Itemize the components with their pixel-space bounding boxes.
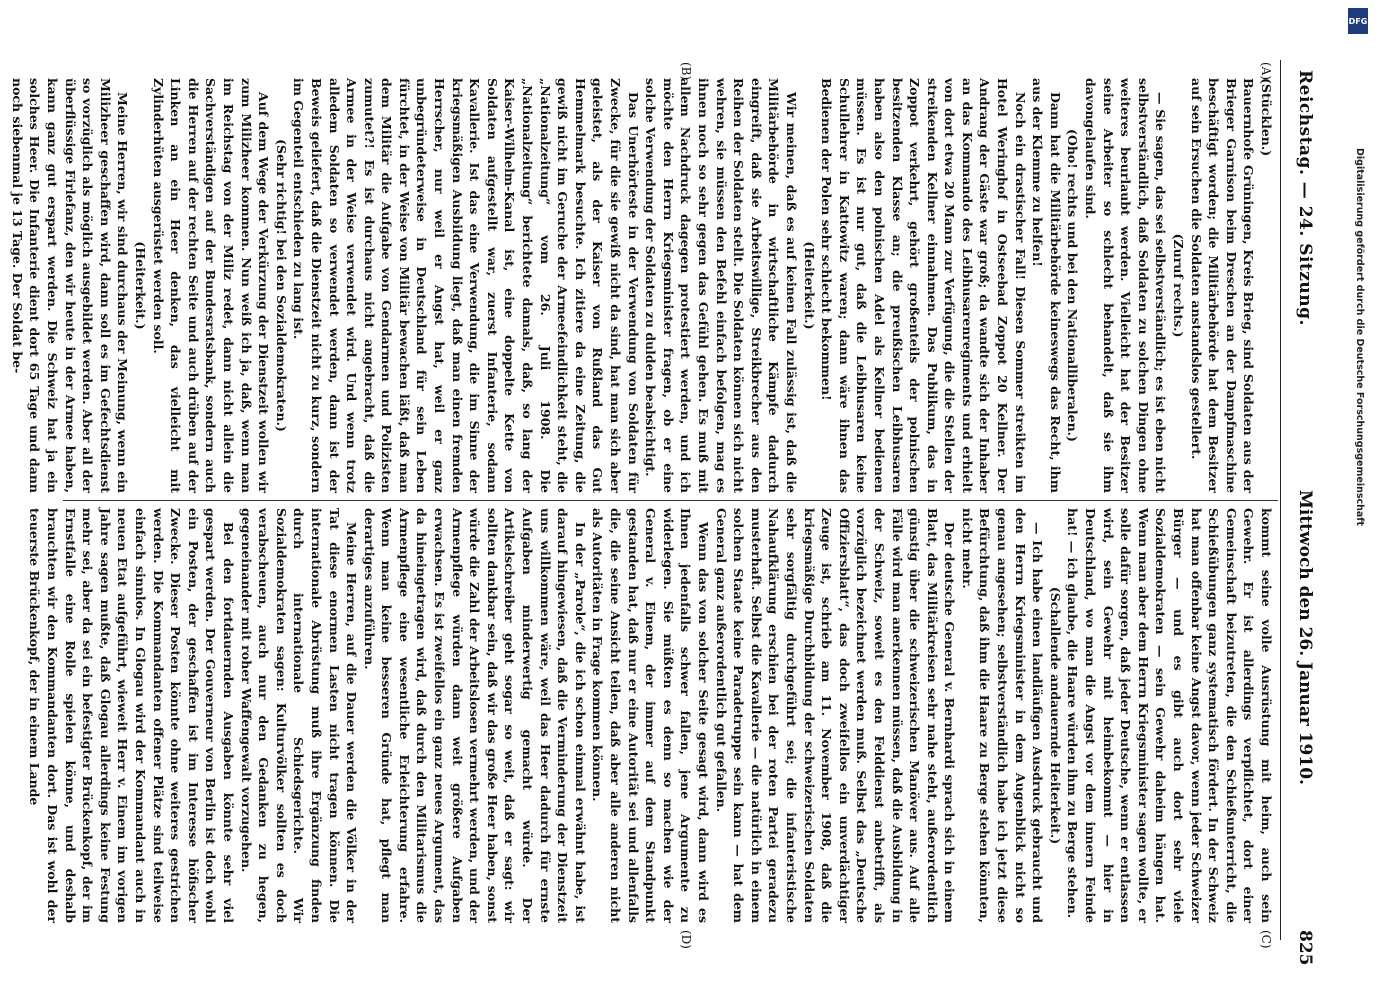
paragraph: In der „Parole“, die ich schon einmal erwähnt habe, ist darauf hingewiesen, daß die Verminderung der Dienstzeit uns willkommen wäre, weil das Heer dadurch für ernste Aufgaben minderwertig gemacht würde. Der Artikelschreiber geht sogar so weit, daß er sagt: wir sollten dankbar sein, daß wir das große Heer haben, sonst würde die Zahl der Arbeitslosen vermehrt werden, und der Armenpflege würden dann weit größere Aufgaben erwachsen. Es ist zweifellos ein ganz neues Argument, das da hineingetragen wird, daß durch den Militarismus die Armenpflege eine wesentliche Erleichterung erfahre. Wenn man keine besseren Gründe hat, pflegt man derartiges anzuführen.	[361, 508, 588, 923]
marker-b: (B)	[679, 62, 693, 81]
left-text-column	[9, 78, 1275, 493]
paragraph: — Sie sagen, das sei selbstverständlich; es ist eben nicht selbstverständlich, daß Soldaten zu solchen Dingen ohne weiteres beurlaubt werden. Vielleicht hat der Besitzer seine Arbeiter so schlecht behandelt, daß sie ihm davongelaufen sind.	[1083, 78, 1169, 493]
paragraph: (Heiterkeit.)	[801, 241, 817, 330]
dfg-logo: DFG	[1348, 8, 1368, 34]
paragraph: (Sehr richtig! bei den Sozialdemokraten.)	[273, 139, 289, 432]
paragraph: Meine Herren, wir sind durchaus der Meinung, wenn ein Milizheer geschaffen wird, dann soll es im Gefechtsdienst so vorzüglich als möglich ausgebildet werden. Aber all der überflüssige Firlefanz, den wir heute in der Armee haben, kann ganz gut erspart werden. Die Schweiz hat ja ein solches Heer. Die Infanterie dient dort 65 Tage und dann noch siebenmal je 13 Tage. Der Soldat be-	[9, 78, 131, 493]
digitization-note: Digitalisierung gefördert durch die Deutsche Forschungsgemeinschaft	[1354, 148, 1365, 526]
page-number: 825	[1295, 930, 1315, 966]
marker-c: (C)	[1259, 930, 1273, 949]
paragraph: (Oho! rechts und bei den Nationalliberalen.)	[1065, 129, 1081, 442]
paragraph: Noch ein drastischer Fall! Diesen Sommer streikten im Hotel Weringhof in Ostseebad Zoppot 20 Kellner. Der Andrang der Gäste war groß; da wandte sich der Inhaber an das Kommando des Leibhusarenregiments und erhielt von dort etwa 20 Mann zur Verfügung, die die Stellen der streikenden Kellner einnahmen. Das Publikum, das in Zoppot verkehrt, gehört großenteils der polnischen besitzenden Klasse an; die preußischen Leibhusaren haben also den polnischen Adel als Kellner bedienen müssen. Es ist nur gut, daß die Leibhusaren keine Schullehrer in Kattowitz waren; dann wäre ihnen das Bedienen der Polen sehr schlecht bekommen!	[819, 78, 1028, 493]
column-divider	[63, 500, 1278, 501]
right-text-column	[27, 508, 1275, 923]
paragraph: Wenn das von solcher Seite gesagt wird, dann wird es Ihnen jedenfalls schwer fallen, jene Argumente zu widerlegen. Sie müßten es denn so machen wie der General v. Einem, der immer auf dem Standpunkt gestanden hat, daß nur er eine Autorität sei und allenfalls die, die seine Ansicht teilen, daß aber alle anderen nicht als Autoritäten in Frage kommen können.	[590, 508, 711, 923]
header-right-title: Mittwoch den 26. Januar 1910.	[1295, 490, 1315, 785]
marker-a: (A)	[1259, 62, 1273, 81]
paragraph: (Schallende andauernde Heiterkeit.)	[1047, 586, 1063, 845]
paragraph: Meine Herren, auf die Dauer werden die Völker in der Tat diese enormen Lasten nicht tragen können. Die internationale Abrüstung muß ihre Ergänzung finden durch internationale Schiedsgerichte. Wir Sozialdemokraten sagen: Kulturvölker sollten es doch verabscheuen, auch nur den Gedanken zu hegen, gegeneinander mit roher Waffengewalt vorzugehen.	[238, 508, 360, 923]
paragraph: Wir meinen, daß es auf keinen Fall zulässig ist, daß die Militärbehörde in wirtschaftliche Kämpfe dadurch eingreift, daß sie Arbeitswillige, Streikbrecher aus den Reihen der Soldaten stellt. Die Soldaten können sich nicht wehren, sie müssen den Befehl einfach befolgen, mag es ihnen noch so sehr gegen das Gefühl gehen. Es muß mit allem Nachdruck dagegen protestiert werden, und ich möchte den Herrn Kriegsminister fragen, ob er eine solche Verwendung der Soldaten zu dulden beabsichtigt.	[643, 78, 799, 493]
running-header	[1283, 0, 1323, 1000]
paragraph: (Zuruf rechts.)	[1171, 233, 1187, 338]
paragraph: Der deutsche General v. Bernhardi sprach sich in einem Blatt, das Militärkreisen sehr nahe steht, außerordentlich günstig über die schweizerischen Manöver aus. Auf alle Fälle wird man anerkennen müssen, daß die Ausbildung in der Schweiz, soweit es den Felddienst anbetrifft, als vorzüglich bezeichnet werden muß. Selbst das „Deutsche Offiziersblatt“, das doch zweifellos ein unverdächtiger Zeuge ist, schrieb am 11. November 1908, daß die kriegsmäßige Durchbildung der schweizerischen Soldaten sehr sorgfältig durchgeführt sei; die infanteristische Nahaufklärung erschien bei der roten Partei geradezu musterhaft. Selbst die Kavallerie — die natürlich in einem solchen Staate keine Paradetruppe sein kann — hat dem General ganz außerordentlich gut gefallen.	[713, 508, 958, 923]
marker-d: (D)	[679, 930, 693, 949]
paragraph: (Heiterkeit.)	[133, 241, 148, 330]
digitization-sidebar	[1348, 0, 1370, 1000]
paragraph: Auf dem Wege der Verkürzung der Dienstzeit wollen wir zum Milizheer kommen. Nun weiß ich ja, daß, wenn man im Reichstag von der Miliz redet, dann nicht allein die Sachverständigen auf der Bundesratsbank, sondern auch die Herren auf der rechten Seite und auch drüben auf der Linken an ein Heer denken, das vielleicht mit Zylinderhüten ausgerüstet werden soll.	[150, 78, 272, 493]
paragraph: Das Unerhörteste in der Verwendung von Soldaten für Zwecke, für die sie gewiß nicht da sind, hat man sich aber geleistet, als der Kaiser von Rußland das Gut Hemmelmark besuchte. Ich zitiere da eine Zeitung, die gewiß nicht im Geruche der Armeefeindlichkeit steht, die „Nationalzeitung“ vom 26. Juli 1908. Die „Nationalzeitung“ berichtete damals, daß, so lang der Kaiser-Wilhelm-Kanal ist, eine doppelte Kette von Soldaten aufgestellt war, zuerst Infanterie, sodann Kavallerie. Ist das eine Verwendung, die im Sinne der kriegsmäßigen Ausbildung liegt, daß man einen fremden Herrscher, nur weil er Angst hat, weil er ganz unbegründeterweise in Deutschland für sein Leben fürchtet, in der Weise von Militär bewachen läßt, daß man dem Militär die Aufgabe von Gendarmen und Polizisten zumutet?! Es ist durchaus nicht angebracht, daß die Armee in der Weise verwendet wird. Und wenn trotz alledem Soldaten so verwendet werden, dann ist der Beweis geliefert, daß die Dienstzeit nicht zu kurz, sondern im Gegenteil entschieden zu lang ist.	[291, 78, 641, 493]
paragraph: — Ich habe einen landläufigen Ausdruck gebraucht und den Herrn Kriegsminister in dem Augenblick nicht so genau angesehen; selbstverständlich habe ich jetzt diese Befürchtung, daß ihm die Haare zu Berge stehen könnten, nicht mehr.	[959, 508, 1046, 923]
header-rule	[1280, 60, 1281, 940]
paragraph: Dann hat die Militärbehörde keineswegs das Recht, ihm aus der Klemme zu helfen!	[1030, 78, 1063, 493]
paragraph: (Stücklen.)	[1259, 78, 1274, 157]
header-left-title: Reichstag. — 24. Sitzung.	[1295, 70, 1315, 326]
paragraph: Bei den fortdauernden Ausgaben könnte sehr viel gespart werden. Der Gouverneur von Berlin ist doch wohl ein Posten, der geschaffen ist im Interesse höfischer Zwecke. Dieser Posten könnte ohne weiteres gestrichen werden. Die Kommandanten offener Plätze sind teilweise einfach sinnlos. In Glogau wird der Kommandant auch in neuen Etat aufgeführt, wieweit Herr v. Einem im vorigen Jahre sagen mußte, daß Glogau allerdings keine Festung mehr sei, aber da sei ein befestigter Brückenkopf, der im Ernstfalle eine Rolle spielen könne, und deshalb brauchten wir den Kommandanten dort. Das ist wohl der teuerste Brückenkopf, der in einem Lande	[27, 508, 236, 923]
paragraph: Bauernhofe Grüningen, Kreis Brieg, sind Soldaten aus der Brieger Garnison beim Dreschen an der Dampfmaschine beschäftigt worden; die Militärbehörde hat dem Besitzer auf sein Ersuchen die Soldaten anstandslos gestellert.	[1188, 78, 1257, 493]
paragraph: kommt seine volle Ausrüstung mit heim, auch sein Gewehr. Er ist allerdings verpflichtet, dort einer Gemeinschaft beizutreten, die den Schießunterricht, die Schießübungen ganz systematisch fördert. In der Schweiz hat man offenbar keine Angst davor, wenn jeder Schweizer Bürger — und es gibt auch dort sehr viele Sozialdemokraten — sein Gewehr daheim hängen hat. Wenn man aber dem Herrn Kriegsminister sagen wollte, er solle dafür sorgen, daß jeder Deutsche, wenn er entlassen wird, sein Gewehr mit heimbekommt — hier in Deutschland, wo man die Angst vor dem innern Feinde hat! — ich glaube, die Haare würden ihm zu Berge stehen.	[1065, 508, 1274, 923]
